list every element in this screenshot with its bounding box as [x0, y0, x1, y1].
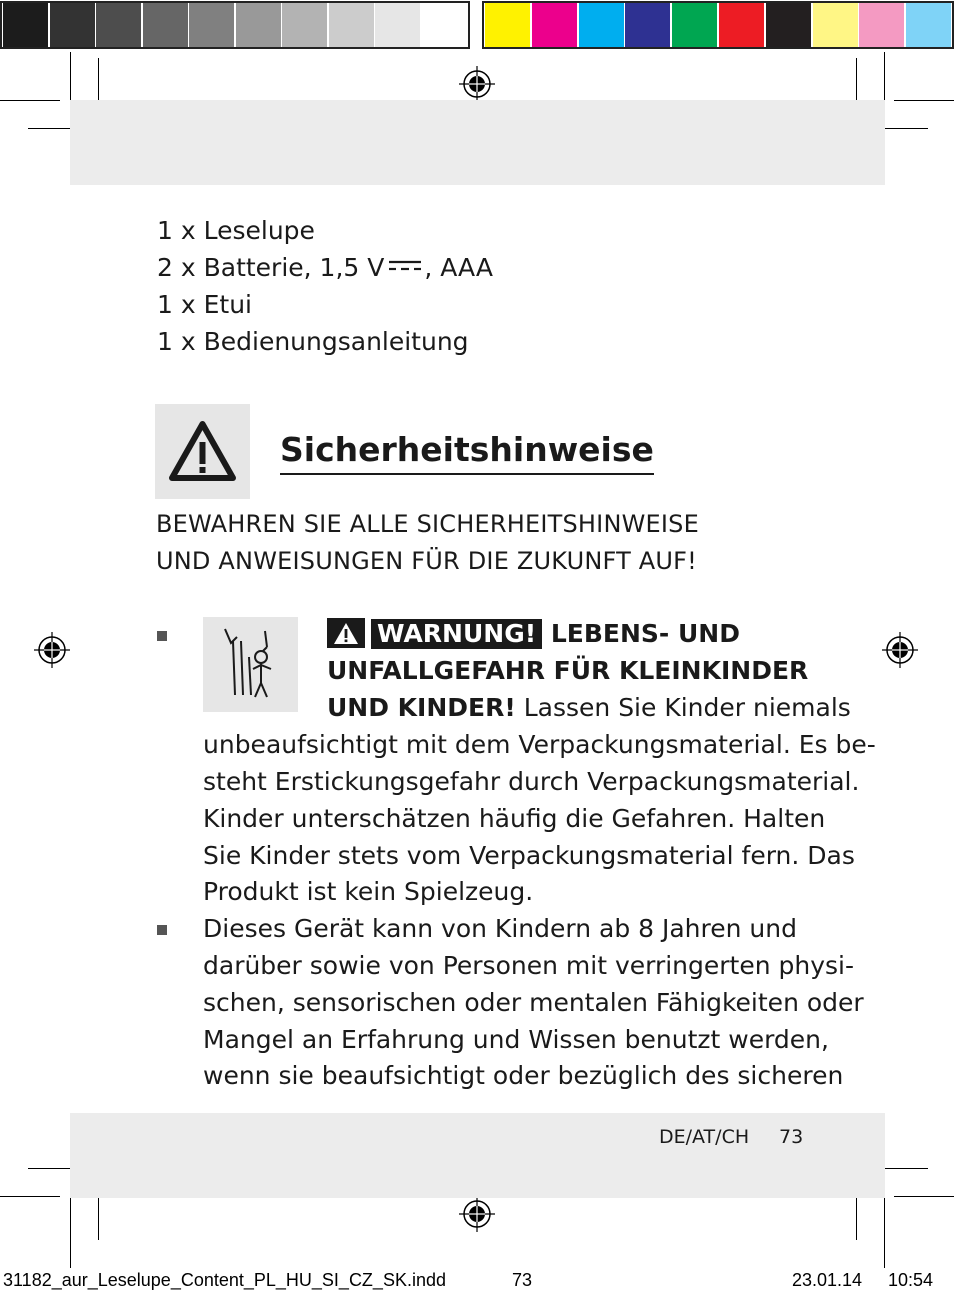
crop-mark — [878, 1168, 928, 1169]
slug-date: 23.01.14 — [792, 1270, 863, 1290]
warning-triangle-icon — [155, 404, 250, 499]
device-notice-line: Mangel an Erfahrung und Wissen benutzt werden, — [203, 1025, 829, 1054]
gray-swatch — [375, 3, 420, 47]
crop-mark — [894, 100, 954, 101]
color-swatch — [766, 3, 811, 47]
warning-body-line: unbeaufsichtigt mit dem Verpackungsmaterial. Es be- — [203, 730, 876, 759]
keep-notice-line: BEWAHREN SIE ALLE SICHERHEITSHINWEISE — [156, 510, 699, 538]
footer-region: DE/AT/CH — [659, 1126, 750, 1148]
gray-swatch — [189, 3, 234, 47]
crop-mark — [70, 1196, 71, 1268]
crop-mark — [0, 1196, 60, 1197]
warning-body-line: Kinder unterschätzen häufig die Gefahren. Halten — [203, 804, 826, 833]
contents-item: 1 x Bedienungsanleitung — [157, 327, 469, 356]
warning-body-line: Produkt ist kein Spielzeug. — [203, 877, 534, 906]
slug-filename: 31182_aur_Leselupe_Content_PL_HU_SI_CZ_SK.indd — [3, 1270, 446, 1290]
color-swatch — [485, 3, 530, 47]
child-hazard-icon — [203, 617, 298, 712]
crop-mark — [878, 128, 928, 129]
crop-mark — [98, 58, 99, 104]
color-swatch — [532, 3, 577, 47]
color-swatch — [719, 3, 764, 47]
crop-mark — [856, 58, 857, 104]
child-warning-pictogram-box — [203, 617, 298, 712]
registration-mark-icon — [34, 632, 70, 668]
gray-swatch — [236, 3, 281, 47]
crop-mark — [0, 100, 60, 101]
crop-mark — [884, 52, 885, 104]
color-swatch — [672, 3, 717, 47]
list-bullet — [157, 925, 167, 935]
device-notice-line: schen, sensorischen oder mentalen Fähigkeiten oder — [203, 988, 864, 1017]
gray-swatch — [50, 3, 95, 47]
color-swatch — [579, 3, 624, 47]
crop-mark — [70, 52, 71, 104]
device-notice-line: Dieses Gerät kann von Kindern ab 8 Jahren und — [203, 914, 797, 943]
gray-swatch — [329, 3, 374, 47]
color-swatch — [906, 3, 951, 47]
warning-title-line: WARNUNG! LEBENS- UND — [327, 615, 740, 652]
section-title: Sicherheitshinweise — [280, 428, 654, 475]
header-band — [70, 100, 885, 185]
crop-mark — [894, 1196, 954, 1197]
registration-mark-icon — [459, 1196, 495, 1232]
section-icon-box — [155, 404, 250, 499]
color-swatch — [625, 3, 670, 47]
crop-mark — [884, 1196, 885, 1268]
keep-notice-line: UND ANWEISUNGEN FÜR DIE ZUKUNFT AUF! — [156, 547, 698, 575]
dc-symbol-icon — [388, 258, 422, 274]
gray-swatch — [96, 3, 141, 47]
color-swatch — [859, 3, 904, 47]
footer-band — [70, 1113, 885, 1198]
slug-time: 10:54 — [888, 1270, 934, 1290]
gray-swatch — [422, 3, 467, 47]
gray-swatch — [282, 3, 327, 47]
contents-item: 1 x Etui — [157, 290, 252, 319]
device-notice-line: wenn sie beaufsichtigt oder bezüglich des sicheren — [203, 1061, 844, 1090]
list-bullet — [157, 631, 167, 641]
warning-title-line: UNFALLGEFAHR FÜR KLEINKINDER — [327, 656, 809, 685]
gray-swatch — [3, 3, 48, 47]
warning-body-line: Sie Kinder stets vom Verpackungsmaterial fern. Das — [203, 841, 855, 870]
device-notice-line: darüber sowie von Personen mit verringerten physi- — [203, 951, 855, 980]
slug-page: 73 — [512, 1270, 533, 1290]
warning-badge: WARNUNG! — [371, 619, 542, 649]
contents-item: 2 x Batterie, 1,5 V , AAA — [157, 253, 493, 282]
page-number: 73 — [779, 1126, 804, 1148]
registration-mark-icon — [882, 632, 918, 668]
gray-swatch — [143, 3, 188, 47]
warning-title-line: UND KINDER! Lassen Sie Kinder niemals — [327, 693, 851, 722]
contents-item: 1 x Leselupe — [157, 216, 315, 245]
warning-badge-icon — [327, 618, 365, 648]
registration-mark-icon — [459, 66, 495, 102]
color-swatch — [813, 3, 858, 47]
warning-body-line: steht Erstickungsgefahr durch Verpackungsmaterial. — [203, 767, 860, 796]
